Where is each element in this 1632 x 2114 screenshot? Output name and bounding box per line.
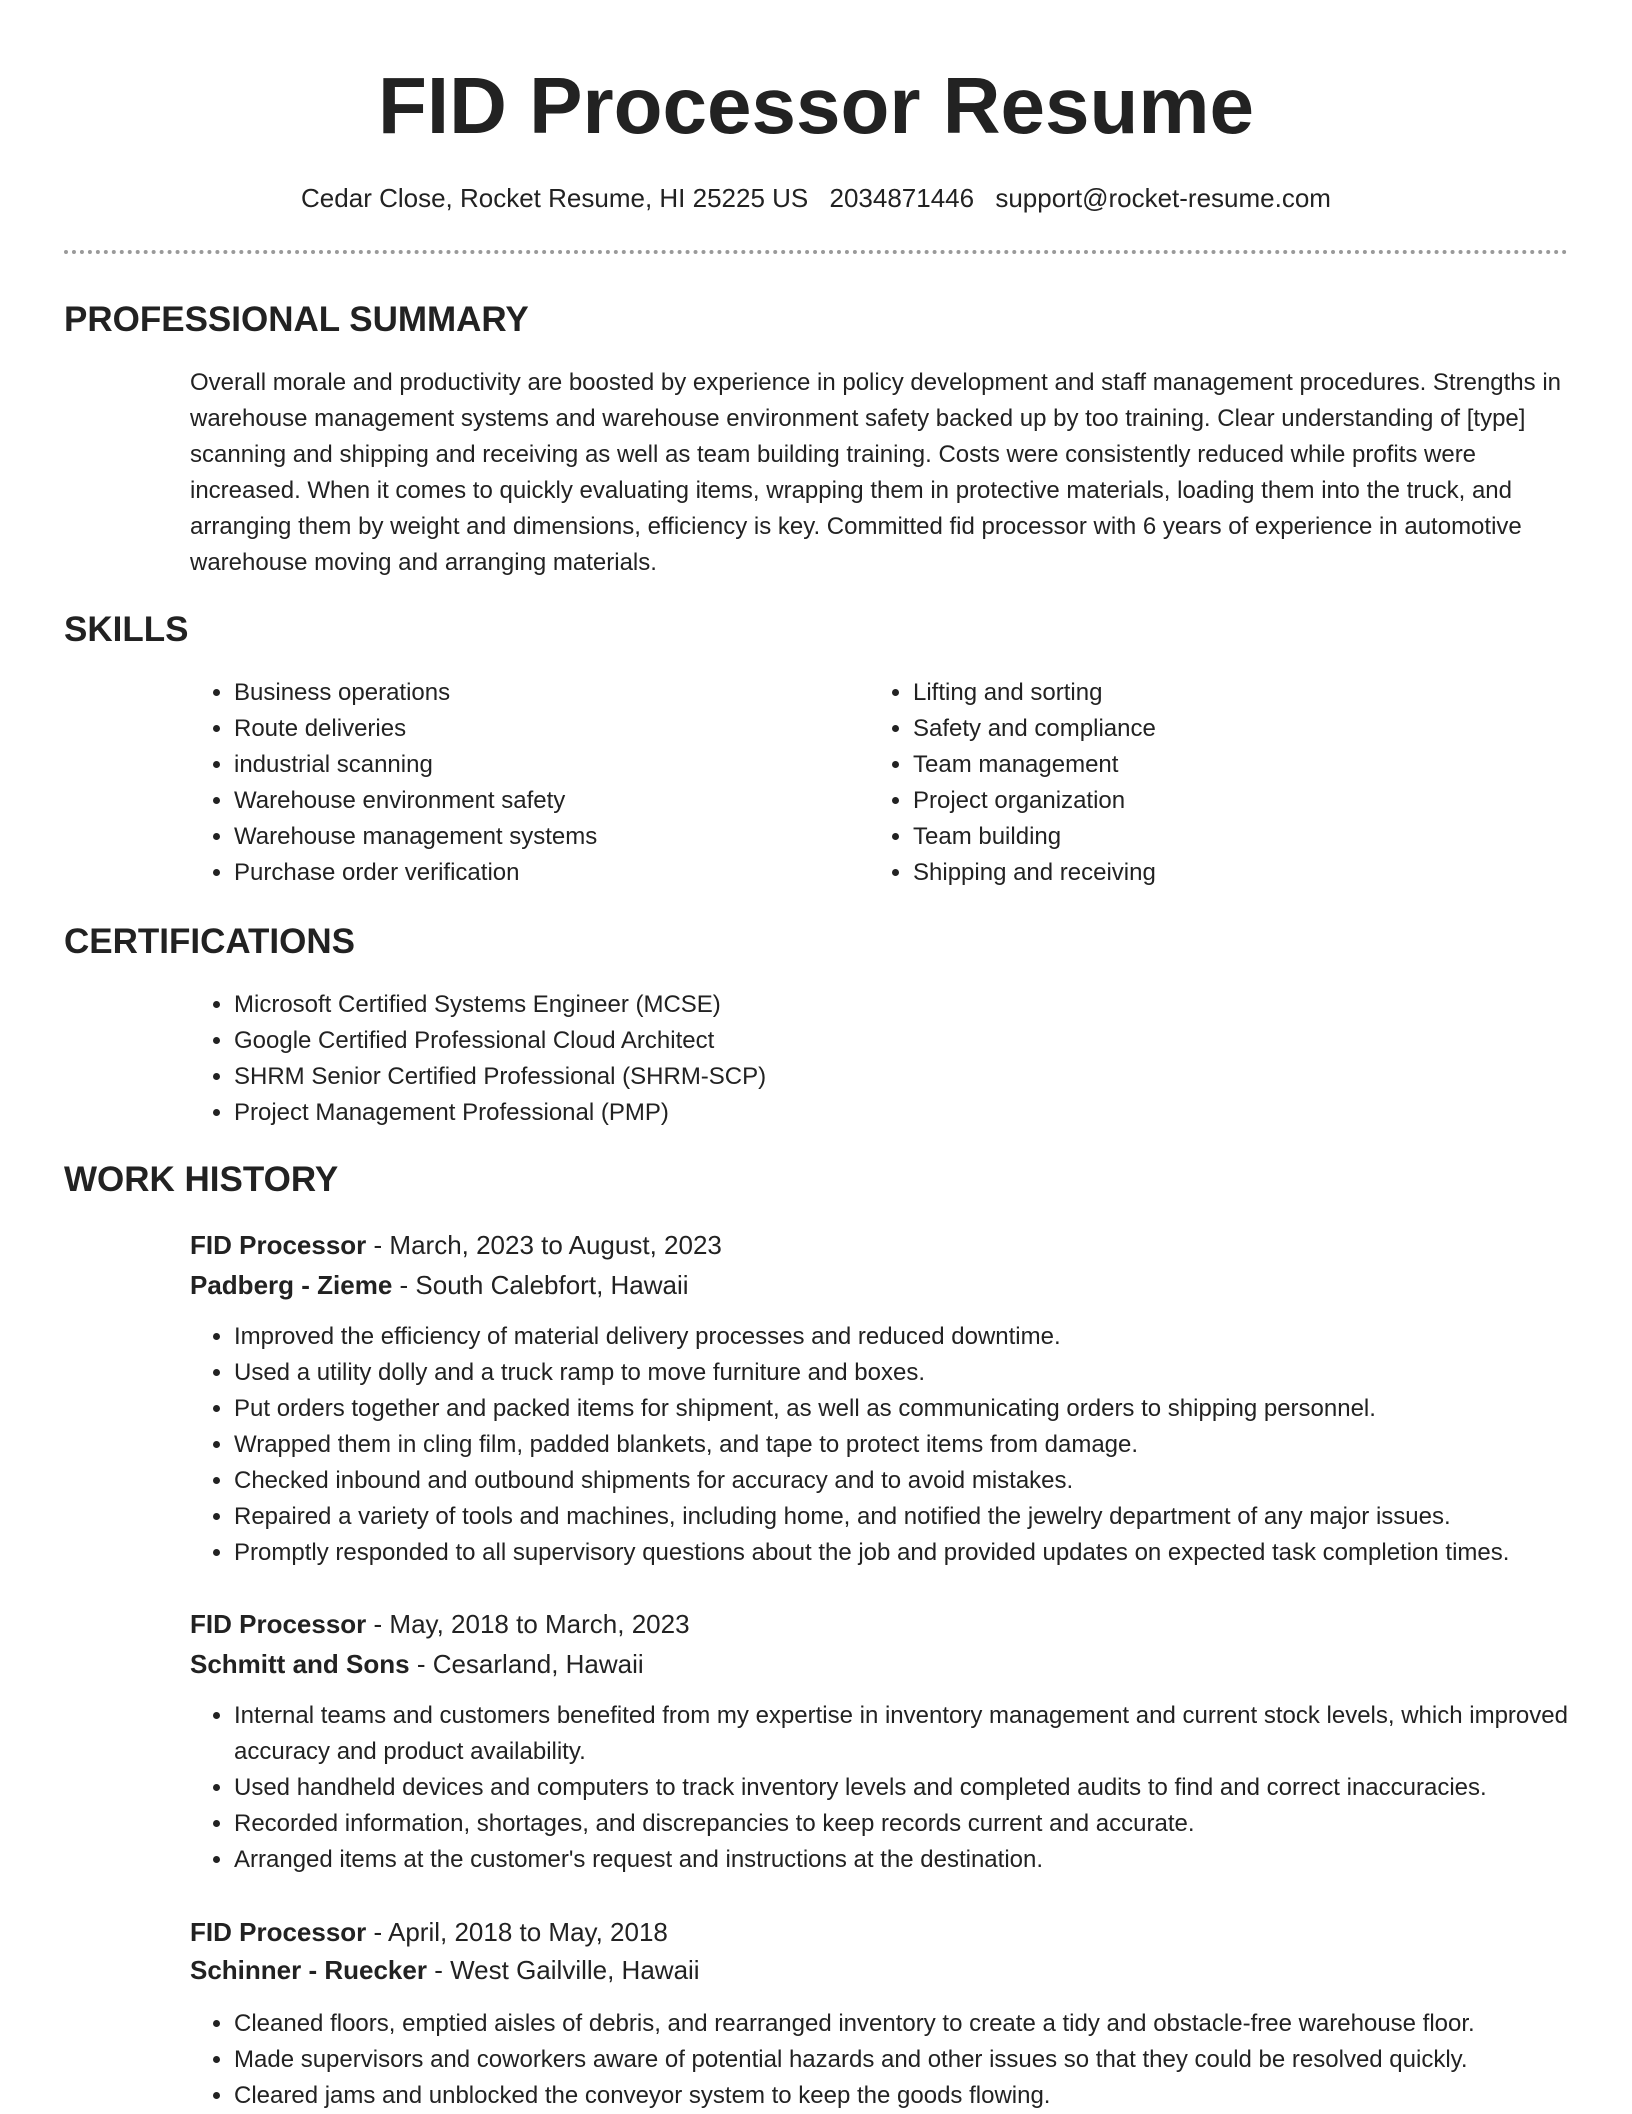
resume-title: FID Processor Resume (378, 61, 1254, 150)
skill-item: • Lifting and sorting (913, 675, 1513, 711)
job-title-line (190, 1912, 668, 1952)
job-bullet: • Cleared jams and unblocked the conveyor system to keep the goods flowing. (234, 2078, 1624, 2114)
job-dates: - March, 2023 to August, 2023 (373, 1230, 722, 1260)
job-location: - West Gailville, Hawaii (434, 1955, 700, 1985)
certification-item: • Google Certified Professional Cloud Architect (234, 1023, 1534, 1059)
skill-item: • Business operations (234, 675, 834, 711)
job-title-line (190, 1225, 722, 1265)
skill-item: • Shipping and receiving (913, 855, 1513, 891)
job-bullet: • Improved the efficiency of material delivery processes and reduced downtime. (234, 1319, 1624, 1355)
skill-item: • Project organization (913, 783, 1513, 819)
job-company-line (190, 1265, 689, 1305)
job-company: Padberg - Zieme (190, 1270, 393, 1300)
skill-item: • Safety and compliance (913, 711, 1513, 747)
job-location: - South Calebfort, Hawaii (399, 1270, 689, 1300)
certifications-list (190, 987, 1534, 1131)
summary-text: Overall morale and productivity are boosted by experience in policy development and staff management procedures. Strengths in warehouse management systems and warehouse environment safety backed up by too training. Clear understanding of [type] scanning and shipping and receiving as well as team building training. Costs were consistently reduced while profits were increased. When it comes to quickly evaluating items, wrapping them in protective materials, loading them into the truck, and arranging them by weight and dimensions, efficiency is key. Committed fid processor with 6 years of experience in automotive warehouse moving and arranging materials. (190, 369, 1561, 576)
job-bullet: • Used a utility dolly and a truck ramp to move furniture and boxes. (234, 1355, 1624, 1391)
skill-item: • Purchase order verification (234, 855, 834, 891)
job-dates: - April, 2018 to May, 2018 (373, 1917, 668, 1947)
certification-item: • Project Management Professional (PMP) (234, 1095, 1534, 1131)
section-heading-work-history: WORK HISTORY (64, 1160, 339, 1199)
section-heading-certifications: CERTIFICATIONS (64, 922, 356, 961)
contact-email: support@rocket-resume.com (995, 183, 1331, 213)
header-divider (64, 250, 1568, 254)
skill-item: • Team management (913, 747, 1513, 783)
job-bullet: • Arranged items at the customer's request and instructions at the destination. (234, 1842, 1624, 1878)
job-title: FID Processor (190, 1609, 367, 1639)
section-heading-skills: SKILLS (64, 610, 189, 649)
job-bullet: • Recorded information, shortages, and discrepancies to keep records current and accurate. (234, 1806, 1624, 1842)
job-bullet: • Put orders together and packed items for shipment, as well as communicating orders to shipping personnel. (234, 1391, 1624, 1427)
contact-address: Cedar Close, Rocket Resume, HI 25225 US (301, 183, 809, 213)
job-location: - Cesarland, Hawaii (416, 1649, 644, 1679)
job-company-line (190, 1644, 644, 1684)
job-company: Schmitt and Sons (190, 1649, 410, 1679)
job-bullet: • Checked inbound and outbound shipments for accuracy and to avoid mistakes. (234, 1463, 1624, 1499)
job-dates: - May, 2018 to March, 2023 (373, 1609, 690, 1639)
job-bullets (190, 2006, 1624, 2114)
job-company: Schinner - Ruecker (190, 1955, 427, 1985)
job-title: FID Processor (190, 1917, 367, 1947)
certification-item: • Microsoft Certified Systems Engineer (MCSE) (234, 987, 1534, 1023)
job-bullets (190, 1698, 1624, 1878)
certification-item: • SHRM Senior Certified Professional (SHRM-SCP) (234, 1059, 1534, 1095)
contact-phone: 2034871446 (829, 183, 975, 213)
skill-item: • Warehouse environment safety (234, 783, 834, 819)
skill-item: • Warehouse management systems (234, 819, 834, 855)
job-bullet: • Promptly responded to all supervisory questions about the job and provided updates on expected task completion times. (234, 1535, 1624, 1571)
skill-item: • industrial scanning (234, 747, 834, 783)
job-bullet: • Used handheld devices and computers to track inventory levels and completed audits to find and correct inaccuracies. (234, 1770, 1624, 1806)
job-bullets (190, 1319, 1624, 1571)
section-heading-summary: PROFESSIONAL SUMMARY (64, 300, 529, 339)
job-bullet: • Internal teams and customers benefited from my expertise in inventory management and current stock levels, which improved accuracy and product availability. (234, 1698, 1624, 1770)
skills-list-right (869, 675, 1513, 891)
job-company-line (190, 1950, 700, 1990)
skills-list-left (190, 675, 834, 891)
job-title: FID Processor (190, 1230, 367, 1260)
job-bullet: • Wrapped them in cling film, padded blankets, and tape to protect items from damage. (234, 1427, 1624, 1463)
skill-item: • Route deliveries (234, 711, 834, 747)
job-title-line (190, 1604, 690, 1644)
job-bullet: • Made supervisors and coworkers aware of potential hazards and other issues so that they could be resolved quickly. (234, 2042, 1624, 2078)
job-bullet: • Cleaned floors, emptied aisles of debris, and rearranged inventory to create a tidy and obstacle-free warehouse floor. (234, 2006, 1624, 2042)
job-bullet: • Repaired a variety of tools and machines, including home, and notified the jewelry department of any major issues. (234, 1499, 1624, 1535)
skill-item: • Team building (913, 819, 1513, 855)
contact-info (0, 178, 1632, 218)
